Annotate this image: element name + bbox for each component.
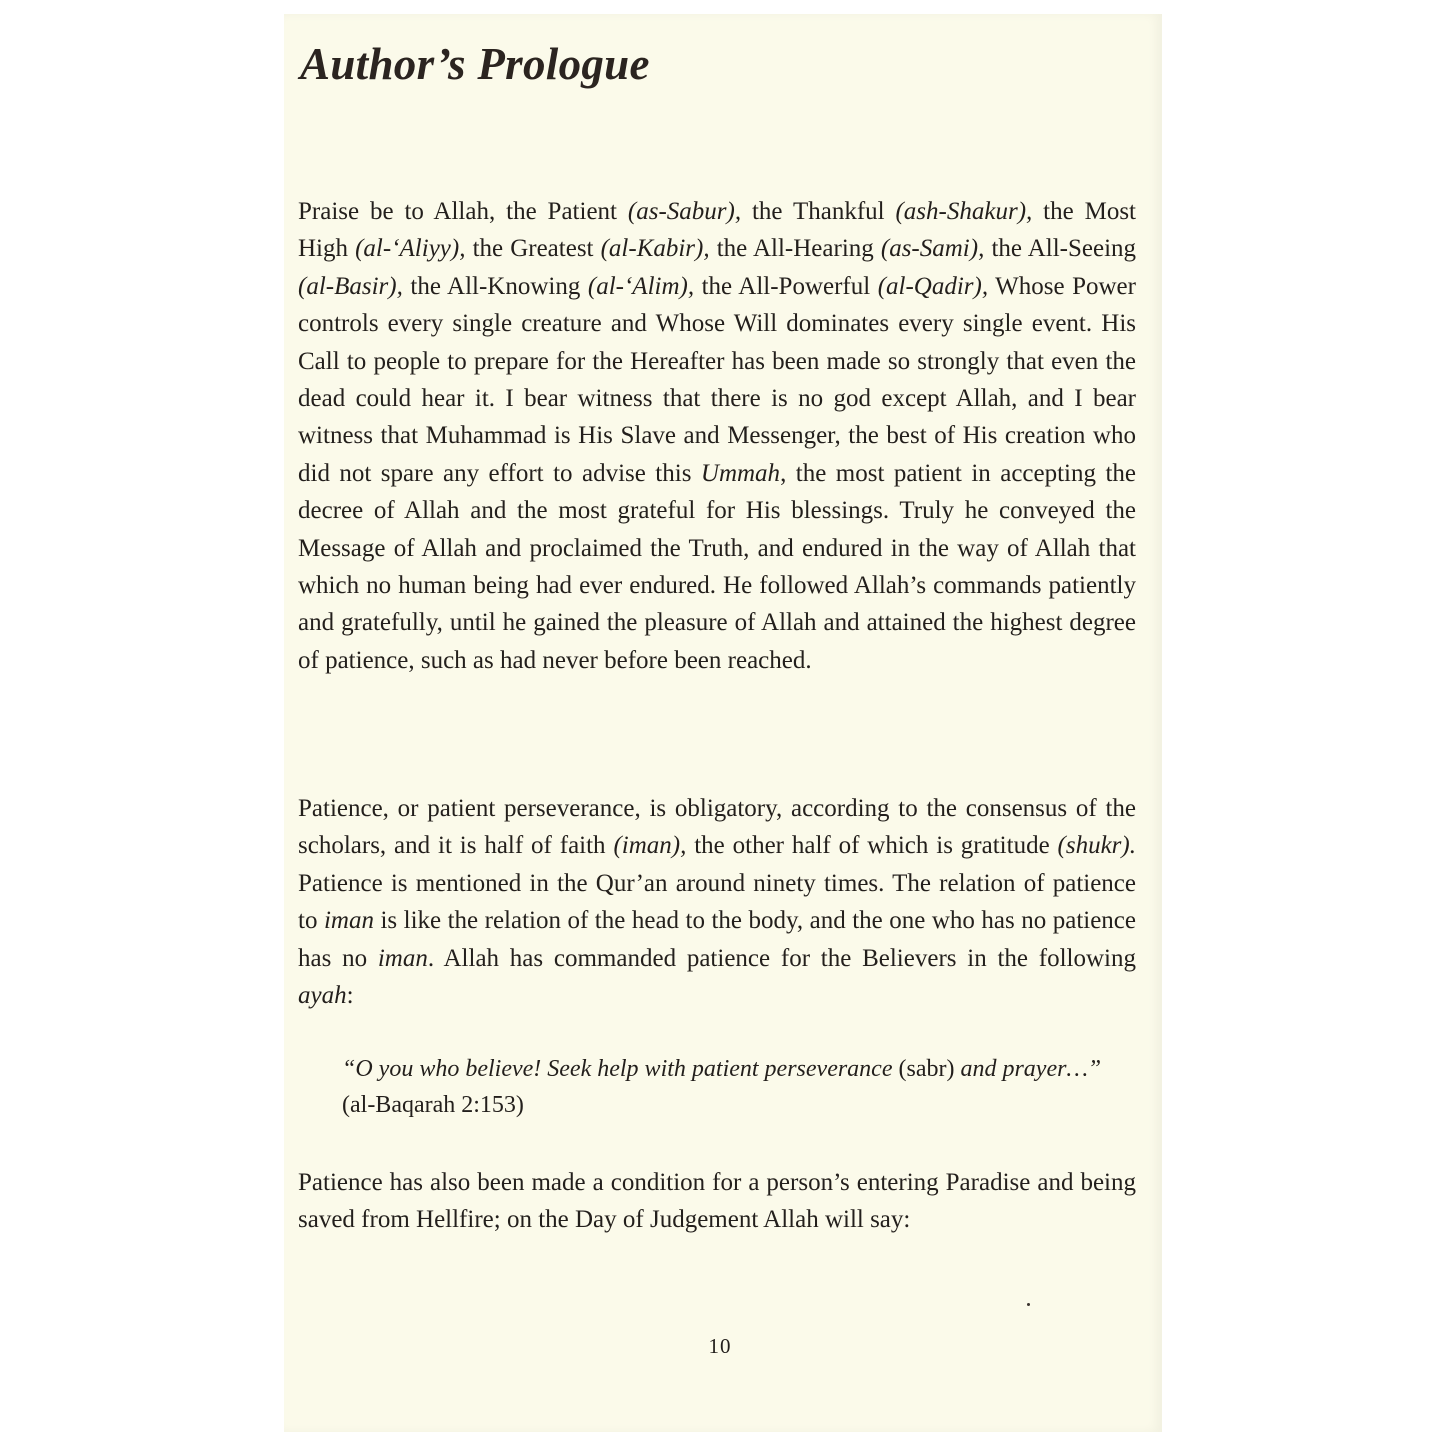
text-run: Praise be to Allah, the Patient bbox=[298, 198, 628, 225]
italic-term: iman bbox=[323, 907, 374, 935]
italic-term: (al-Basir), bbox=[298, 272, 403, 300]
quran-quotation bbox=[342, 1051, 1102, 1123]
text-run: Patience is mentioned in the Qur’an around ninety times. The relation of patience to bbox=[298, 869, 1136, 935]
page-title: Author’s Prologue bbox=[300, 39, 650, 89]
text-run: is like the relation of the head to the body, and the one who has no patience has no bbox=[298, 907, 1137, 972]
text-run: . Allah has commanded patience for the Believers in the following bbox=[427, 944, 1136, 972]
text-run: the Greatest bbox=[465, 235, 601, 263]
italic-term: Ummah bbox=[700, 459, 781, 487]
page-number: 10 bbox=[708, 1334, 732, 1358]
italic-term: (iman), bbox=[613, 832, 687, 860]
text-run: the All-Seeing bbox=[984, 235, 1137, 263]
italic-term: iman bbox=[377, 944, 428, 972]
italic-term: ayah bbox=[298, 982, 347, 1010]
text-run: the All-Powerful bbox=[694, 272, 878, 300]
italic-term: (as-Sabur), bbox=[627, 198, 742, 225]
ink-speck bbox=[1027, 1303, 1030, 1306]
italic-term: (al-‘Aliyy), bbox=[355, 235, 466, 263]
italic-term: (as-Sami), bbox=[880, 235, 985, 263]
text-run: the All-Knowing bbox=[402, 272, 588, 300]
text-run: , the most patient in accepting the decree of Allah and the most grateful for His blessings. Truly he conveyed the Message of Allah and proclaimed the Truth, and endured in the way of Allah that which no human being had ever endured. He followed Allah’s commands patiently and gratefully, until he gained the pleasure of Allah and attained the highest degree of patience, such as had never before been reached. bbox=[298, 459, 1137, 674]
text-run: the other half of which is gratitude bbox=[686, 832, 1058, 860]
italic-term: (ash-Shakur), bbox=[895, 198, 1033, 225]
text-run: Whose Power controls every single creature and Whose Will dominates every single event. His Call to people to prepare for the Hereafter has been made so strongly that even the dead could hear it. I bear witness that there is no god except Allah, and I bear witness that Muhammad is His Slave and Messenger, the best of His creation who did not spare any effort to advise this bbox=[298, 272, 1136, 487]
italic-term: (shukr). bbox=[1057, 832, 1136, 860]
italic-term: (al-Kabir), bbox=[600, 235, 710, 263]
text-run: the All-Hearing bbox=[709, 235, 881, 263]
italic-term: (al-‘Alim), bbox=[587, 272, 695, 300]
text-run: the Thankful bbox=[741, 198, 896, 225]
text-run: Patience has also been made a condition for a person’s entering Paradise and being saved from Hellfire; on the Day of Judgement Allah will say: bbox=[298, 1169, 1136, 1234]
text-run: : bbox=[346, 982, 354, 1010]
paragraph-praise bbox=[298, 193, 1136, 679]
paragraph-paradise bbox=[298, 1164, 1136, 1239]
italic-term: (al-Qadir), bbox=[877, 272, 989, 300]
text-run: (sabr) bbox=[892, 1056, 961, 1082]
text-run: (al-Baqarah 2:153) bbox=[342, 1092, 524, 1118]
text-run: the Most High bbox=[298, 198, 1136, 263]
italic-term: and prayer…” bbox=[960, 1056, 1102, 1082]
paragraph-patience bbox=[298, 790, 1136, 1014]
text-run: Patience, or patient perseverance, is obligatory, according to the consensus of the scholars, and it is half of faith bbox=[298, 795, 1136, 860]
italic-term: “O you who believe! Seek help with patient perseverance bbox=[342, 1056, 893, 1082]
